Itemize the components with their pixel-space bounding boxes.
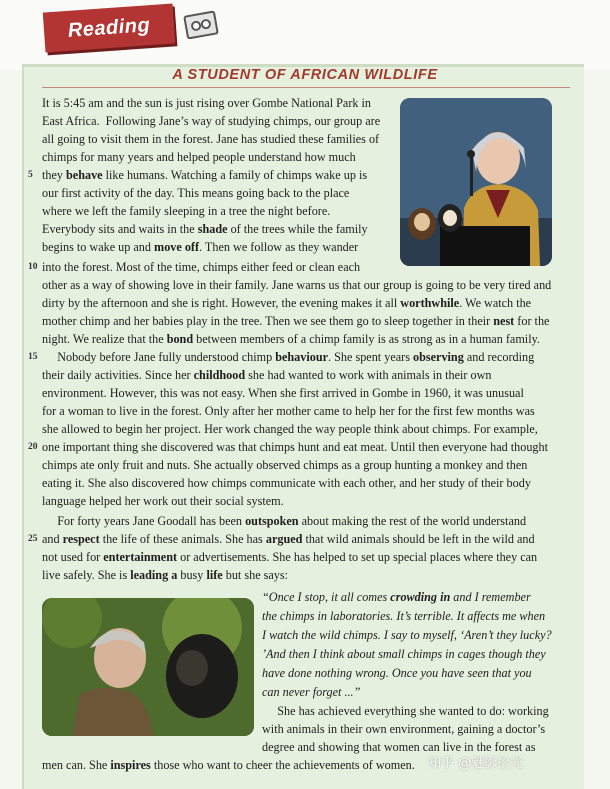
speaker-photo-illustration <box>400 98 552 266</box>
jane-goodall-speaking-photo <box>400 98 552 266</box>
article-text-line: mother chimp and her babies play in the tree. Then we see them go to sleep together in their nest for the <box>42 314 550 328</box>
quote-line: “Once I stop, it all comes crowding in and I remember <box>262 590 531 604</box>
article-text-line: men can. She inspires those who want to cheer the achievements of women. <box>42 758 415 772</box>
article-text-line: live safely. She is leading a busy life but she says: <box>42 568 289 582</box>
article-text-line: not used for entertainment or advertisements. She has helped to set up special places where they can <box>42 550 538 564</box>
article-text-line: and respect the life of these animals. She has argued that wild animals should be left in the wild and <box>42 532 535 546</box>
quote-line: have done nothing wrong. Once you have seen that you <box>262 666 532 680</box>
article-text-line: environment. However, this was not easy. When she first arrived in Gombe in 1960, it was unusual <box>42 386 524 400</box>
article-text-line: our first activity of the day. This means going back to the place <box>42 186 350 200</box>
article-text-line: degree and showing that women can live in the forest as <box>262 740 536 754</box>
quote-line: the chimps in laboratories. It’s terrible. It affects me when <box>262 609 546 623</box>
article-text-line: She has achieved everything she wanted to do: working <box>262 704 549 718</box>
line-number: 20 <box>28 442 38 452</box>
quote-line: I watch the wild chimps. I say to myself, ‘Aren’t they lucky? <box>262 628 552 642</box>
chimp-photo-illustration <box>42 598 254 736</box>
jane-goodall-with-chimp-photo <box>42 598 254 736</box>
article-text-line: where we left the family sleeping in a tree the night before. <box>42 204 331 218</box>
article-text-line: Nobody before Jane fully understood chimp behaviour. She spent years observing and recording <box>42 350 535 364</box>
quote-line: can never forget ...” <box>262 685 361 699</box>
article-text-line: they behave like humans. Watching a family of chimps wake up is <box>42 168 368 182</box>
reading-section-tag: Reading <box>43 4 175 53</box>
line-number: 10 <box>28 262 38 272</box>
article-text-line: into the forest. Most of the time, chimps either feed or clean each <box>42 260 361 274</box>
article-text-line: she allowed to begin her project. Her work changed the way people think about chimps. For example, <box>42 422 538 436</box>
article-text-line: with animals in their own environment, gaining a doctor’s <box>262 722 546 736</box>
line-number: 5 <box>28 170 33 180</box>
article-text-line: Everybody sits and waits in the shade of the trees while the family <box>42 222 368 236</box>
article-text-line: dirty by the afternoon and she is right. However, the evening makes it all worthwhile. We watch the <box>42 296 532 310</box>
quote-line: ’And then I think about small chimps in cages though they <box>262 647 546 661</box>
article-text-line: night. We realize that the bond between members of a chimp family is as strong as in a human family. <box>42 332 540 346</box>
article-text-line: all going to visit them in the forest. Jane has studied these families of <box>42 132 380 146</box>
article-text-line: other as a way of showing love in their family. Jane warns us that our group is going to be very tired and <box>42 278 552 292</box>
title-divider <box>42 87 570 88</box>
article-text-line: chimps for many years and helped people understand how much <box>42 150 356 164</box>
article-text-line: begins to wake up and move off. Then we follow as they wander <box>42 240 359 254</box>
article-text-line: It is 5:45 am and the sun is just rising over Gombe National Park in <box>42 96 372 110</box>
watermark: 知乎 @魅影拾光 <box>428 756 524 771</box>
article-text-line: eating it. She also discovered how chimps communicate with each other, and her study of their body <box>42 476 531 490</box>
article-text-line: chimps ate only fruit and nuts. She actually observed chimps as a group hunting a monkey and then <box>42 458 528 472</box>
article-text-line: for a woman to live in the forest. Only after her mother came to help her for the first few months was <box>42 404 535 418</box>
article-text-line: their daily activities. Since her childhood she had wanted to work with animals in their own <box>42 368 492 382</box>
article-text-line: language helped her work out their social system. <box>42 494 284 508</box>
article-title: A STUDENT OF AFRICAN WILDLIFE <box>172 67 438 83</box>
article-text-line: East Africa. Following Jane’s way of studying chimps, our group are <box>42 114 381 128</box>
line-number: 25 <box>28 534 38 544</box>
article-text-line: For forty years Jane Goodall has been outspoken about making the rest of the world understand <box>42 514 527 528</box>
line-number: 15 <box>28 352 38 362</box>
article-text-line: one important thing she discovered was that chimps hunt and eat meat. Until then everyone had thought <box>42 440 548 454</box>
